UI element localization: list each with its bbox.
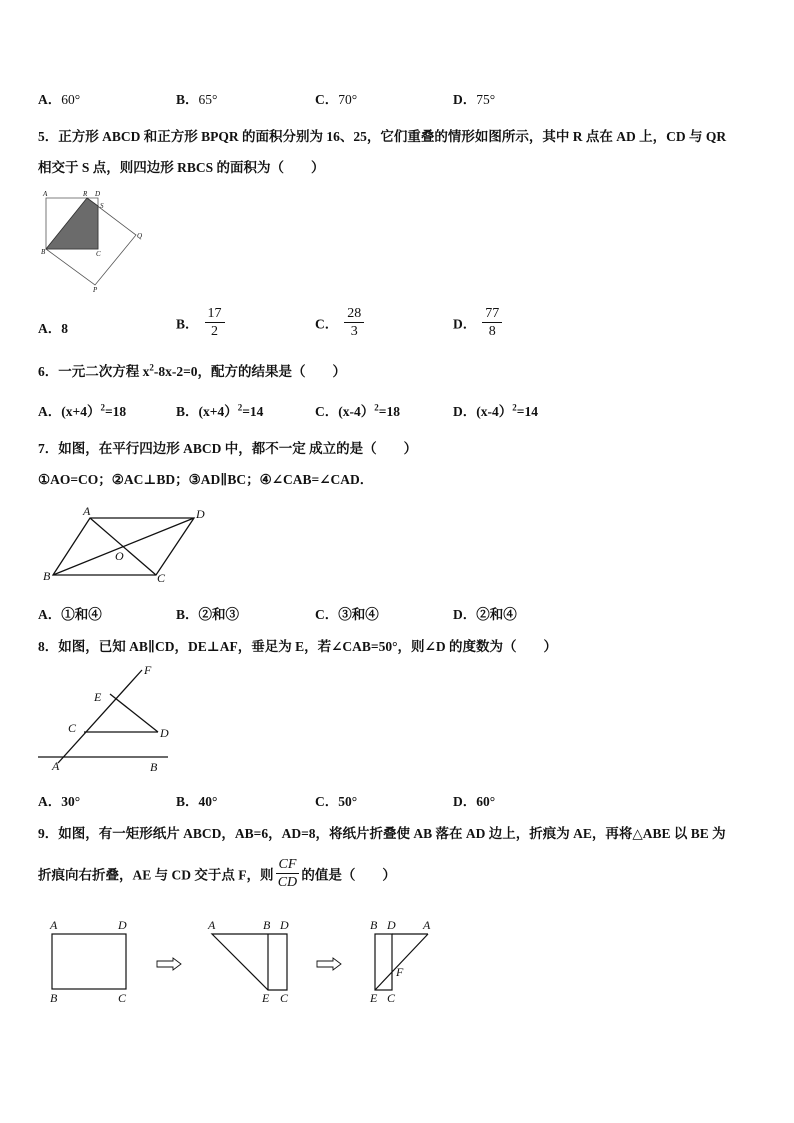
q7-label-o: O [115, 549, 124, 563]
q9-fig3-label-a: A [423, 918, 431, 932]
q7-stem: 7．如图，在平行四边形 ABCD 中，都不一定 成立的是（ ） [38, 441, 418, 456]
q8-figure [38, 660, 178, 778]
q5-stem-line2: 相交于 S 点，则四边形 RBCS 的面积为（ ） [38, 160, 325, 175]
q9-fig2-label-c: C [280, 991, 289, 1005]
q9-fig3-label-d: D [387, 918, 396, 932]
fold-arrow-icon [157, 958, 181, 970]
q9-fig3-label-b: B [370, 918, 378, 932]
q9-fig2-label-a: A [208, 918, 216, 932]
q8-option-a: A．30° [38, 794, 81, 809]
q7-option-a: A．①和④ [38, 607, 102, 622]
q9-fig1-label-b: B [50, 991, 58, 1005]
q6-option-a: A．(x+4）$^2$=18 [38, 402, 127, 419]
q9-fig3-label-e: E [370, 991, 378, 1005]
q5-label-d: D [95, 190, 101, 198]
q6-stem: 6．一元二次方程 $x^2-8x-2=0$，配方的结果是（ ） [38, 362, 347, 379]
q9-stem-line2: 折痕向右折叠，AE 与 CD 交于点 F，则 $\frac{CF}{CD}$ 的值是（ ） [38, 857, 396, 890]
q5-option-a: A．8 [38, 321, 68, 336]
q5-option-b: B． $\frac{17}{2}$ [176, 305, 225, 340]
q8-stem: 8．如图，已知 AB∥CD，DE⊥AF，垂足为 E，若∠CAB=50°，则∠D 的度数为（ ） [38, 639, 557, 654]
q9-fig1-label-a: A [50, 918, 58, 932]
q8-option-c: C．50° [315, 794, 358, 809]
q5-label-c: C [96, 250, 101, 258]
q9-fig1-label-d: D [118, 918, 127, 932]
q8-label-c: C [68, 721, 77, 735]
q7-option-b: B．②和③ [176, 607, 240, 622]
q5-label-b: B [41, 248, 46, 256]
q5-figure [38, 188, 150, 293]
q9-fig2-label-e: E [262, 991, 270, 1005]
q7-conditions: ①AO=CO；②AC⊥BD；③AD∥BC；④∠CAB=∠CAD． [38, 472, 374, 487]
q6-option-c: C．(x-4）$^2$=18 [315, 402, 400, 419]
q4-option-d: D．75° [453, 92, 496, 107]
q8-label-b: B [150, 760, 158, 774]
q5-label-s: S [100, 202, 104, 210]
q7-option-d: D．②和④ [453, 607, 517, 622]
fold-arrow-icon [317, 958, 341, 970]
q6-option-b: B．(x+4）$^2$=14 [176, 402, 264, 419]
q6-option-d: D．(x-4）$^2$=14 [453, 402, 538, 419]
q9-fig3-label-f: F [396, 965, 404, 979]
q7-label-c: C [157, 571, 166, 585]
q7-label-b: B [43, 569, 51, 583]
q7-option-c: C．③和④ [315, 607, 379, 622]
q8-label-f: F [144, 663, 152, 677]
q4-option-b: B．65° [176, 92, 218, 107]
q5-label-r: R [83, 190, 88, 198]
q5-label-p: P [93, 286, 98, 293]
q5-option-d: D． $\frac{77}{8}$ [453, 305, 502, 340]
q8-option-d: D．60° [453, 794, 496, 809]
q7-label-a: A [83, 504, 91, 518]
q5-stem-line1: 5．正方形 ABCD 和正方形 BPQR 的面积分别为 16、25，它们重叠的情形如图所示，其中 R 点在 AD 上，CD 与 QR [38, 129, 727, 144]
q4-option-c: C．70° [315, 92, 358, 107]
q5-label-a: A [43, 190, 48, 198]
q8-option-b: B．40° [176, 794, 218, 809]
q8-label-a: A [52, 759, 60, 773]
q4-option-a: A．60° [38, 92, 81, 107]
q9-stem-line1: 9．如图，有一矩形纸片 ABCD，AB=6，AD=8，将纸片折叠使 AB 落在 AD 边上，折痕为 AE，再将△ABE 以 BE 为 [38, 826, 726, 841]
q9-figure [40, 912, 440, 1008]
q8-label-e: E [94, 690, 102, 704]
q9-fig2-label-d: D [280, 918, 289, 932]
q9-fig2-label-b: B [263, 918, 271, 932]
q9-fig3-label-c: C [387, 991, 396, 1005]
q7-figure [38, 500, 218, 590]
q8-label-d: D [160, 726, 169, 740]
q5-label-q: Q [137, 232, 143, 240]
q5-option-c: C． $\frac{28}{3}$ [315, 305, 364, 340]
q9-fig1-label-c: C [118, 991, 127, 1005]
q7-label-d: D [196, 507, 205, 521]
